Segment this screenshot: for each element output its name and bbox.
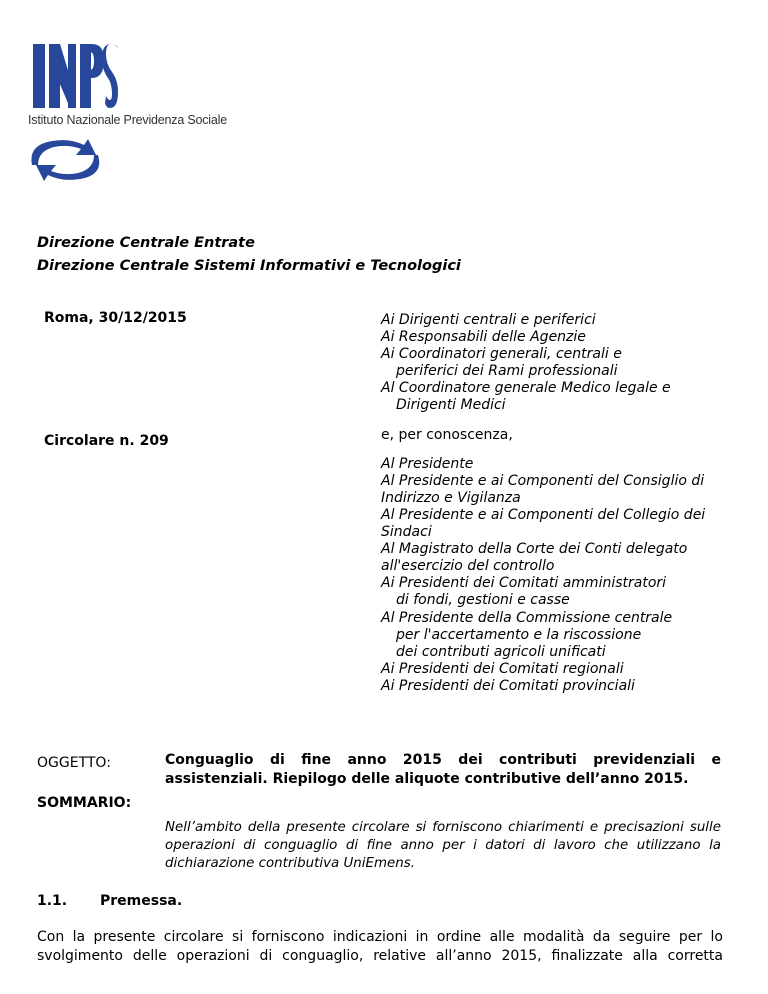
recipient-line: Ai Dirigenti centrali e periferici [381,312,596,328]
recipients-block [381,312,705,695]
circular-number: Circolare n. 209 [44,433,169,449]
summary-text: Nell’ambito della presente circolare si forniscono chiarimenti e precisazioni sulle operazioni di conguaglio di fine anno per i datori di lavoro che utilizzano la dichiarazione contributiva UniEmens. [165,820,721,871]
directorates-block [37,232,461,278]
cc-recipient-line: Ai Presidenti dei Comitati amministratori [381,575,667,592]
cc-recipient-line: Ai Presidenti dei Comitati provinciali [381,677,635,694]
body-paragraph: Con la presente circolare si forniscono indicazioni in ordine alle modalità da seguire per lo svolgimento delle operazioni di conguaglio, relative all’anno 2015, finalizzate alla corretta [37,929,723,964]
cc-recipient-line: Al Magistrato della Corte dei Conti delegato [381,541,688,558]
directorate-line: Direzione Centrale Entrate [37,235,255,251]
cc-recipient-line: Al Presidente e ai Componenti del Collegio dei [381,506,706,523]
circular-arrows-icon [26,135,106,185]
cc-recipient-line: Indirizzo e Vigilanza [381,489,521,506]
recipient-line: periferici dei Rami professionali [396,363,618,380]
cc-recipient-line: Al Presidente della Commissione centrale [381,609,673,626]
cc-recipient-list [381,456,705,695]
cc-recipient-line: Al Presidente e ai Componenti del Consiglio di [381,472,705,489]
inps-wordmark-icon [30,40,120,112]
recipient-line: Al Coordinatore generale Medico legale e [381,380,671,397]
directorate-line: Direzione Centrale Sistemi Informativi e Tecnologici [37,258,461,274]
inps-emblem [26,135,106,189]
cc-recipient-line: Al Presidente [381,455,474,472]
inps-logo [30,40,120,116]
recipient-list [381,312,705,415]
cc-recipient-line: Sindaci [381,524,432,541]
cc-recipient-line: Ai Presidenti dei Comitati regionali [381,660,624,677]
recipient-line: Dirigenti Medici [396,397,506,414]
section-number: 1.1. [37,893,68,909]
summary-label: SOMMARIO: [37,795,132,811]
subject-label: OGGETTO: [37,755,111,771]
subject-text: Conguaglio di fine anno 2015 dei contributi previdenziali e assistenziali. Riepilogo delle aliquote contributive dell’anno 2015. [165,752,721,787]
logo-tagline: Istituto Nazionale Previdenza Sociale [28,113,227,127]
recipient-line: Ai Responsabili delle Agenzie [381,329,586,346]
cc-recipient-line: dei contributi agricoli unificati [396,643,606,660]
recipient-line: Ai Coordinatori generali, centrali e [381,346,622,363]
date-line: Roma, 30/12/2015 [44,310,187,326]
section-title: Premessa. [100,893,183,909]
cc-recipient-line: per l'accertamento e la riscossione [396,626,642,643]
cc-note: e, per conoscenza, [381,426,513,443]
cc-recipient-line: all'esercizio del controllo [381,558,555,575]
cc-recipient-line: di fondi, gestioni e casse [396,592,570,609]
